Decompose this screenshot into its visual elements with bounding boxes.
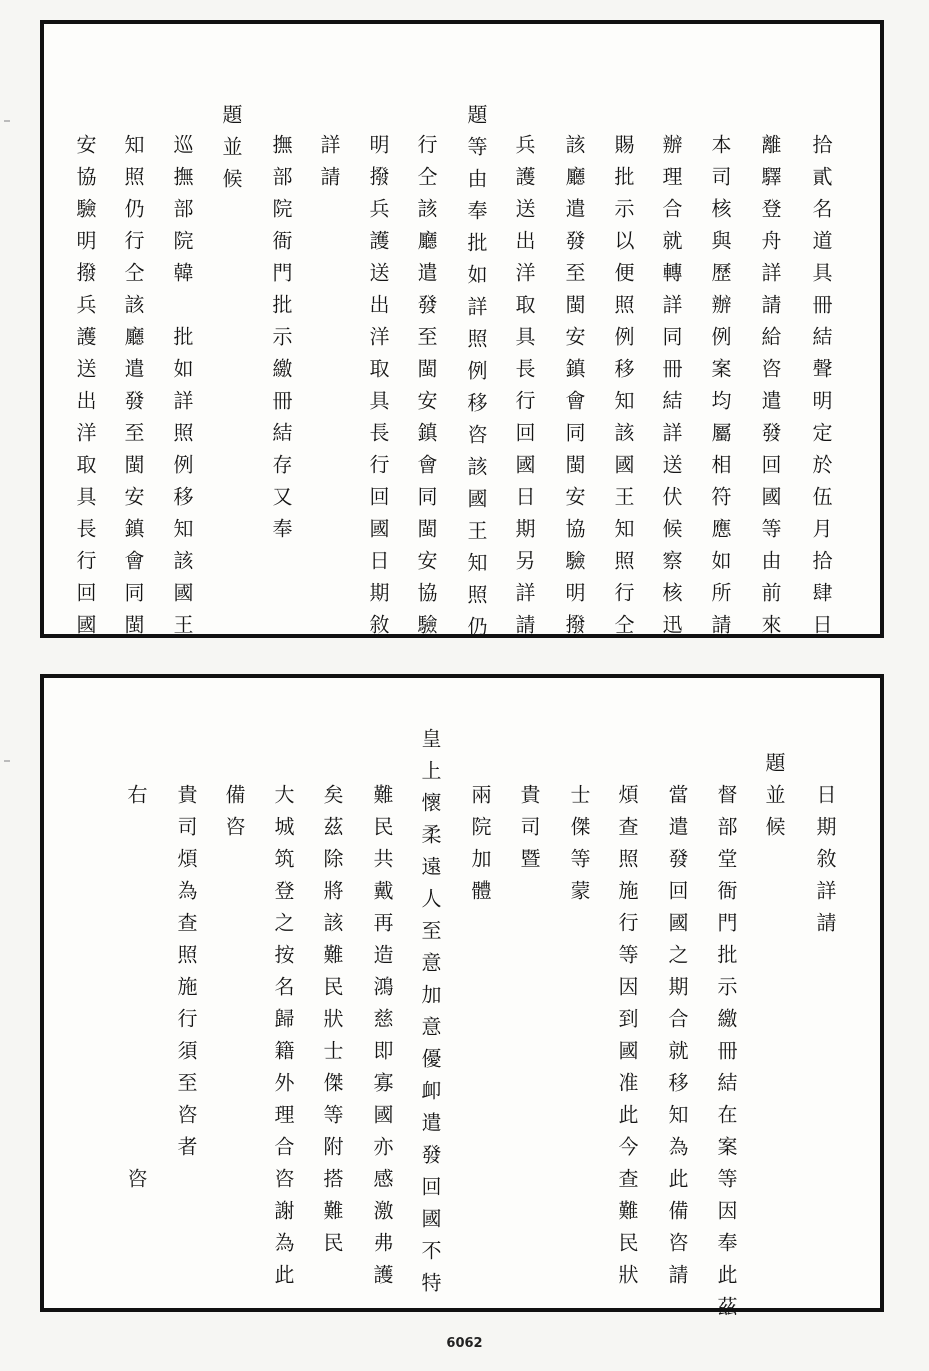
text-column: 撫部院衙門批示繳冊結存又奉 bbox=[269, 134, 293, 550]
text-column: 大城筑登之按名歸籍外理合咨謝為此 bbox=[271, 784, 295, 1296]
text-column: 難民共戴再造鴻慈即寡國亦感激弗護 bbox=[370, 784, 394, 1296]
text-column: 行仝該廳遣發至閩安鎮會同閩安協驗 bbox=[414, 134, 438, 646]
text-column: 當遣發回國之期合就移知為此備咨請 bbox=[665, 784, 689, 1296]
text-column: 巡撫部院韓 批如詳照例移知該國王 bbox=[170, 134, 194, 646]
text-column: 安協驗明撥兵護送出洋取具長行回國 bbox=[73, 134, 97, 646]
text-column: 士傑等蒙 bbox=[567, 784, 591, 912]
text-column: 督部堂衙門批示繳冊結在案等因奉此茲 bbox=[714, 784, 738, 1328]
text-column: 辦理合就轉詳同冊結詳送伏候察核迅 bbox=[659, 134, 683, 646]
text-column: 離驛登舟詳請給咨遣發回國等由前來 bbox=[758, 134, 782, 646]
text-column: 備咨 bbox=[222, 784, 246, 848]
text-column: 貴司暨 bbox=[517, 784, 541, 880]
page-number: 6062 bbox=[446, 1336, 483, 1351]
text-column: 詳請 bbox=[317, 134, 341, 198]
lower-text-panel bbox=[40, 674, 884, 1328]
text-column: 知照仍行仝該廳遣發至閩安鎮會同閩 bbox=[121, 134, 145, 646]
text-column: 煩查照施行等因到國准此今查難民狀 bbox=[615, 784, 639, 1296]
text-column: 題並候 bbox=[762, 752, 786, 848]
text-column: 明撥兵護送出洋取具長行回國日期敘 bbox=[366, 134, 390, 646]
text-column: 題等由奉批如詳照例移咨該國王知照仍 bbox=[464, 104, 488, 648]
text-column: 貴司煩為查照施行須至咨者 bbox=[174, 784, 198, 1168]
text-column: 右 咨 bbox=[124, 784, 148, 1200]
text-column: 拾貳名道具冊結聲明定於伍月拾肆日 bbox=[809, 134, 833, 646]
text-column: 矣茲除將該難民狀士傑等附搭難民 bbox=[320, 784, 344, 1264]
text-column: 兵護送出洋取具長行回國日期另詳請 bbox=[512, 134, 536, 646]
text-column: 賜批示以便照例移知該國王知照行仝 bbox=[611, 134, 635, 646]
text-column: 日期敘詳請 bbox=[813, 784, 837, 944]
text-column: 皇上懷柔遠人至意加意優卹遣發回國不特 bbox=[418, 728, 442, 1304]
text-column: 題並候 bbox=[219, 104, 243, 200]
text-column: 該廳遣發至閩安鎮會同閩安協驗明撥 bbox=[562, 134, 586, 646]
upper-text-panel bbox=[40, 20, 884, 648]
text-column: 兩院加體 bbox=[468, 784, 492, 912]
text-column: 本司核與歷辦例案均屬相符應如所請 bbox=[708, 134, 732, 646]
